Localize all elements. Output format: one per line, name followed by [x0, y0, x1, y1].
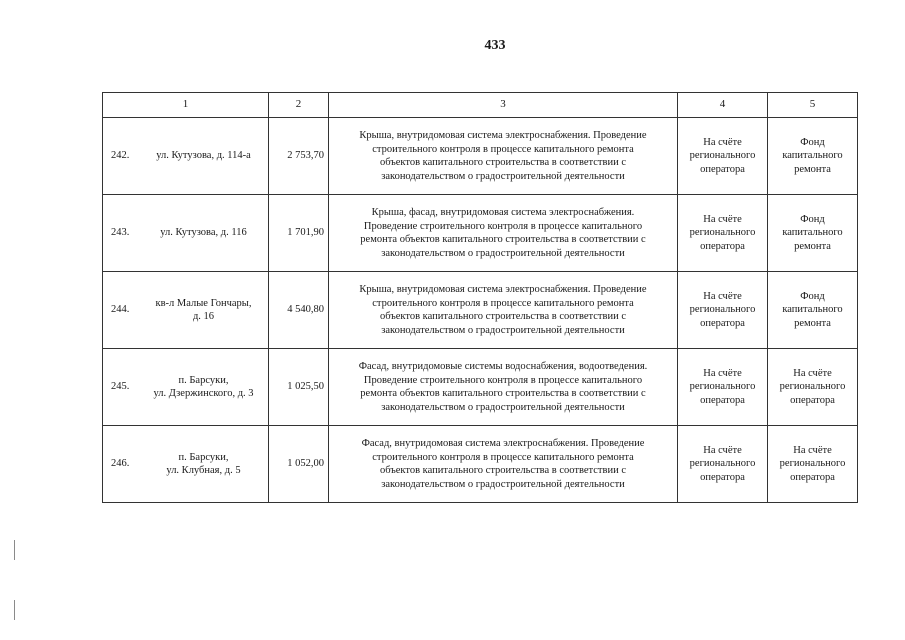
account-line: На счёте — [703, 213, 742, 225]
works-line: строительного контроля в процессе капитального ремонта — [372, 143, 634, 155]
table-row — [103, 118, 858, 195]
works-cell — [329, 426, 678, 503]
table-row — [103, 426, 858, 503]
source-line: капитального — [782, 304, 843, 316]
account-cell — [678, 426, 768, 503]
address — [147, 374, 264, 401]
row-number: 246. — [111, 458, 130, 470]
area-cell: 1 701,90 — [269, 195, 329, 272]
source-line: ремонта — [794, 163, 831, 175]
account-line: регионального — [689, 304, 756, 316]
address — [147, 149, 264, 163]
works-cell — [329, 118, 678, 195]
source-line: Фонд — [800, 136, 825, 148]
column-header: 4 — [678, 93, 768, 118]
account-line: оператора — [700, 240, 745, 252]
works-line: Проведение строительного контроля в процессе капитального — [363, 220, 643, 232]
account-cell — [678, 272, 768, 349]
source-line: регионального — [779, 381, 846, 393]
account-line: оператора — [700, 471, 745, 483]
address-line: ул. Клубная, д. 5 — [166, 465, 241, 476]
works-line: Крыша, фасад, внутридомовая система электроснабжения. — [371, 207, 635, 218]
works-line: Проведение строительного контроля в процессе капитального — [363, 374, 643, 386]
works-table — [102, 92, 858, 503]
works-line: законодательством о градостроительной деятельности — [381, 170, 625, 182]
scan-artifact — [14, 540, 15, 560]
source-line: ремонта — [794, 240, 831, 252]
source-cell — [768, 118, 858, 195]
account-line: оператора — [700, 394, 745, 406]
works-line: ремонта объектов капитального строительства в соответствии с — [360, 234, 646, 245]
works-line: объектов капитального строительства в соответствии с — [380, 465, 626, 476]
address-line: ул. Дзержинского, д. 3 — [153, 388, 254, 399]
account-cell — [678, 349, 768, 426]
account-cell — [678, 118, 768, 195]
area-cell: 1 025,50 — [269, 349, 329, 426]
address-cell — [103, 118, 269, 195]
area-cell: 2 753,70 — [269, 118, 329, 195]
column-header: 3 — [329, 93, 678, 118]
column-header: 5 — [768, 93, 858, 118]
source-line: регионального — [779, 458, 846, 470]
works-line: законодательством о градостроительной деятельности — [381, 247, 625, 259]
row-number: 243. — [111, 227, 130, 239]
works-line: строительного контроля в процессе капитального ремонта — [372, 297, 634, 309]
source-cell — [768, 272, 858, 349]
account-line: На счёте — [703, 444, 742, 456]
row-number: 244. — [111, 304, 130, 316]
source-line: ремонта — [794, 317, 831, 329]
column-header: 1 — [103, 93, 269, 118]
source-cell — [768, 426, 858, 503]
column-header: 2 — [269, 93, 329, 118]
source-line: На счёте — [793, 367, 832, 379]
address-line: п. Барсуки, — [178, 451, 229, 463]
page-number: 433 — [484, 38, 506, 53]
account-line: На счёте — [703, 367, 742, 379]
area-cell: 4 540,80 — [269, 272, 329, 349]
source-line: На счёте — [793, 444, 832, 456]
address-line: ул. Кутузова, д. 114-а — [156, 150, 251, 162]
address — [147, 297, 264, 324]
table-header-row — [103, 93, 858, 118]
address-line: кв-л Малые Гончары, — [155, 297, 252, 309]
address-line: ул. Кутузова, д. 116 — [160, 227, 247, 239]
table-row — [103, 272, 858, 349]
scan-artifact — [14, 600, 15, 620]
works-line: Фасад, внутридомовые системы водоснабжения, водоотведения. — [358, 361, 648, 372]
account-line: оператора — [700, 317, 745, 329]
works-line: объектов капитального строительства в соответствии с — [380, 311, 626, 322]
address-cell — [103, 272, 269, 349]
address-line: д. 16 — [192, 311, 215, 322]
source-line: Фонд — [800, 290, 825, 302]
account-line: регионального — [689, 227, 756, 239]
account-line: регионального — [689, 458, 756, 470]
source-line: капитального — [782, 150, 843, 162]
table-row — [103, 195, 858, 272]
works-line: Фасад, внутридомовая система электроснабжения. Проведение — [361, 438, 645, 449]
works-cell — [329, 195, 678, 272]
account-line: регионального — [689, 381, 756, 393]
works-cell — [329, 272, 678, 349]
address-cell — [103, 349, 269, 426]
works-line: ремонта объектов капитального строительства в соответствии с — [360, 388, 646, 399]
source-line: оператора — [790, 394, 835, 406]
works-line: Крыша, внутридомовая система электроснабжения. Проведение — [359, 284, 647, 295]
account-line: На счёте — [703, 136, 742, 148]
works-cell — [329, 349, 678, 426]
works-line: законодательством о градостроительной деятельности — [381, 478, 625, 490]
works-line: законодательством о градостроительной деятельности — [381, 401, 625, 413]
account-line: регионального — [689, 150, 756, 162]
address-cell — [103, 426, 269, 503]
row-number: 245. — [111, 381, 130, 393]
area-cell: 1 052,00 — [269, 426, 329, 503]
works-line: законодательством о градостроительной деятельности — [381, 324, 625, 336]
account-cell — [678, 195, 768, 272]
source-line: Фонд — [800, 213, 825, 225]
works-line: Крыша, внутридомовая система электроснабжения. Проведение — [359, 130, 647, 141]
address-line: п. Барсуки, — [178, 374, 229, 386]
source-cell — [768, 349, 858, 426]
row-number: 242. — [111, 150, 130, 162]
account-line: На счёте — [703, 290, 742, 302]
works-line: строительного контроля в процессе капитального ремонта — [372, 451, 634, 463]
works-line: объектов капитального строительства в соответствии с — [380, 157, 626, 168]
table-row — [103, 349, 858, 426]
source-line: капитального — [782, 227, 843, 239]
source-line: оператора — [790, 471, 835, 483]
address — [147, 226, 264, 240]
account-line: оператора — [700, 163, 745, 175]
source-cell — [768, 195, 858, 272]
address — [147, 451, 264, 478]
address-cell — [103, 195, 269, 272]
